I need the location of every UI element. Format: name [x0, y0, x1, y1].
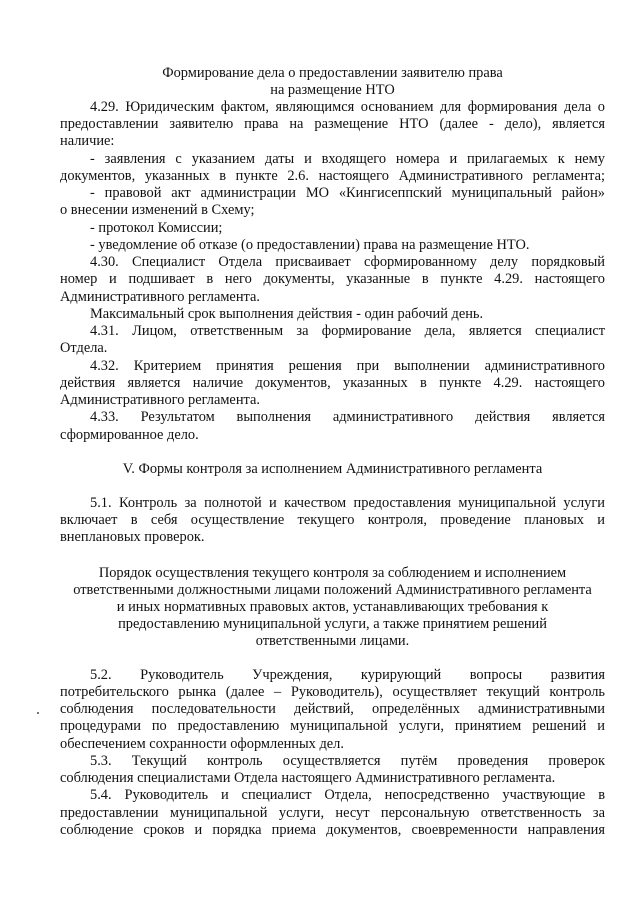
list-item-line: - протокол Комиссии;: [90, 220, 223, 236]
scan-mark: [37, 712, 39, 714]
paragraph-line: номер и подшивает в него документы, указанные в пункте 4.29. настоящего: [60, 271, 605, 287]
list-item-line: о внесении изменений в Схему;: [60, 202, 255, 218]
paragraph-line: Административного регламента.: [60, 392, 260, 408]
paragraph-line: сформированное дело.: [60, 427, 199, 443]
paragraph-line: наличие:: [60, 133, 115, 149]
paragraph-line: 5.2. Руководитель Учреждения, курирующий вопросы развития: [90, 667, 605, 683]
list-item-line: - заявления с указанием даты и входящего номера и прилагаемых к нему: [90, 151, 605, 167]
paragraph-line: действия является наличие документов, указанных в пункте 4.29. настоящего: [60, 375, 605, 391]
subsection-title-line: предоставлению муниципальной услуги, а также принятием решений: [118, 616, 547, 632]
paragraph-line: соблюдение сроков и порядка приема документов, своевременности направления: [60, 822, 605, 838]
subsection-title-line: Порядок осуществления текущего контроля за соблюдением и исполнением: [98, 565, 567, 581]
paragraph-line: процедурами по предоставлению муниципальной услуги, принятием решений и: [60, 718, 605, 734]
paragraph-line: 5.4. Руководитель и специалист Отдела, непосредственно участвующие в: [90, 787, 605, 803]
subsection-title-line: и иных нормативных правовых актов, устанавливающих требования к: [116, 599, 549, 615]
paragraph-line: 4.29. Юридическим фактом, являющимся основанием для формирования дела о: [90, 99, 605, 115]
section-title-line: Формирование дела о предоставлении заявителю права: [162, 65, 503, 81]
paragraph-line: Отдела.: [60, 340, 108, 356]
list-item-line: - правовой акт администрации МО «Кингисеппский муниципальный район»: [90, 185, 605, 201]
paragraph-line: предоставлении муниципальной услуги, несут персональную ответственность за: [60, 805, 605, 821]
paragraph-line: 4.31. Лицом, ответственным за формирование дела, является специалист: [90, 323, 605, 339]
paragraph-line: 4.32. Критерием принятия решения при выполнении административного: [90, 358, 605, 374]
paragraph-line: Административного регламента.: [60, 289, 260, 305]
section-title-line: на размещение НТО: [270, 82, 395, 98]
subsection-title-line: ответственными должностными лицами положений Административного регламента: [73, 582, 592, 598]
paragraph-line: внеплановых проверок.: [60, 529, 205, 545]
paragraph-line: 5.3. Текущий контроль осуществляется путём проведения проверок: [90, 753, 605, 769]
list-item-line: - уведомление об отказе (о предоставлении) права на размещение НТО.: [90, 237, 530, 253]
paragraph-line: обеспечением сохранности оформленных дел.: [60, 736, 344, 752]
section-title: V. Формы контроля за исполнением Административного регламента: [122, 461, 543, 477]
paragraph-line: потребительского рынка (далее – Руководитель), осуществляет текущий контроль: [60, 684, 605, 700]
paragraph-line: Максимальный срок выполнения действия - один рабочий день.: [90, 306, 484, 322]
subsection-title-line: ответственными лицами.: [255, 633, 410, 649]
paragraph-line: предоставлении заявителю права на размещение НТО (далее - дело), является: [60, 116, 605, 132]
paragraph-line: 5.1. Контроль за полнотой и качеством предоставления муниципальной услуги: [90, 495, 605, 511]
paragraph-line: 4.30. Специалист Отдела присваивает сформированному делу порядковый: [90, 254, 605, 270]
list-item-line: документов, указанных в пункте 2.6. настоящего Административного регламента;: [60, 168, 605, 184]
paragraph-line: соблюдения последовательности действий, определённых административными: [60, 701, 605, 717]
paragraph-line: включает в себя осуществление текущего контроля, проведение плановых и: [60, 512, 605, 528]
paragraph-line: соблюдения специалистами Отдела настоящего Административного регламента.: [60, 770, 556, 786]
paragraph-line: 4.33. Результатом выполнения административного действия является: [90, 409, 605, 425]
